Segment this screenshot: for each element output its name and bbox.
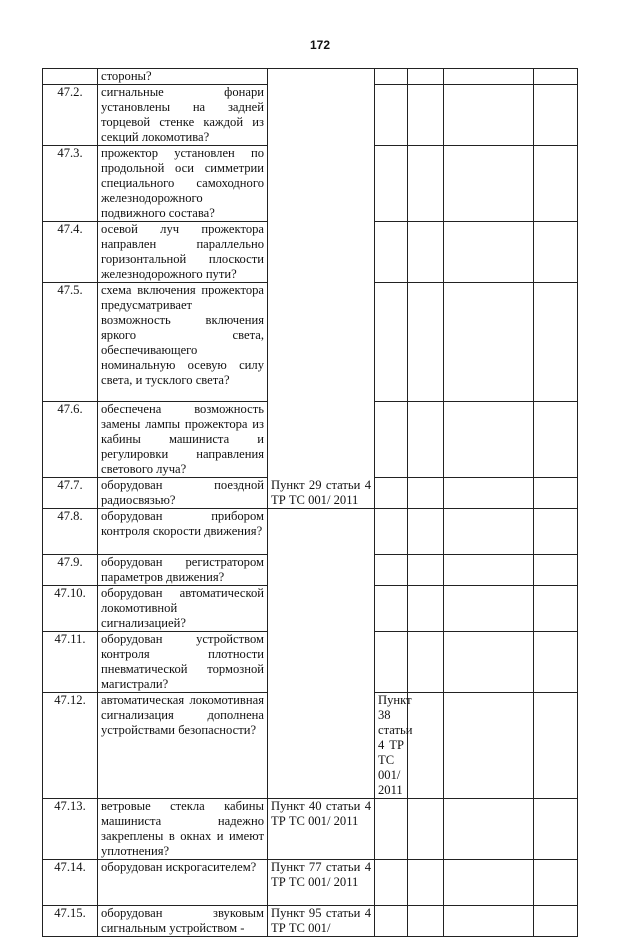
empty-cell (444, 402, 534, 478)
table-row (43, 509, 578, 555)
empty-cell (375, 146, 408, 222)
reference-cell: Пункт 77 статьи 4 ТР ТС 001/ 2011 (268, 860, 375, 906)
empty-cell (375, 860, 408, 906)
empty-cell (444, 693, 534, 799)
empty-cell (375, 586, 408, 632)
item-number: 47.15. (43, 906, 98, 937)
item-number: 47.4. (43, 222, 98, 283)
item-number: 47.6. (43, 402, 98, 478)
empty-cell (534, 509, 578, 555)
question-text: оборудован прибором контроля скорости движения? (98, 509, 268, 555)
item-number: 47.8. (43, 509, 98, 555)
empty-cell (408, 283, 444, 402)
item-number: 47.2. (43, 85, 98, 146)
empty-cell (408, 860, 444, 906)
empty-cell (534, 860, 578, 906)
page-number: 172 (309, 38, 331, 52)
empty-cell (408, 402, 444, 478)
item-number: 47.12. (43, 693, 98, 799)
empty-cell (408, 85, 444, 146)
empty-cell (408, 146, 444, 222)
table-row (43, 799, 578, 860)
item-number: 47.13. (43, 799, 98, 860)
table-row (43, 860, 578, 906)
item-number: 47.7. (43, 478, 98, 509)
empty-cell (408, 555, 444, 586)
question-text: автоматическая локомотивная сигнализация дополнена устройствами безопасности? (98, 693, 268, 799)
question-text: прожектор установлен по продольной оси симметрии специального самоходного железнодорожного подвижного состава? (98, 146, 268, 222)
item-number: 47.10. (43, 586, 98, 632)
question-text: оборудован автоматической локомотивной сигнализацией? (98, 586, 268, 632)
question-text: оборудован регистратором параметров движения? (98, 555, 268, 586)
empty-cell (375, 69, 408, 85)
empty-cell (375, 85, 408, 146)
empty-cell (375, 402, 408, 478)
table-row (43, 69, 578, 85)
empty-cell (534, 555, 578, 586)
empty-cell (408, 586, 444, 632)
empty-cell (534, 69, 578, 85)
empty-cell (534, 222, 578, 283)
question-text: обеспечена возможность замены лампы прожектора из кабины машиниста и регулировки направления светового луча? (98, 402, 268, 478)
question-text: стороны? (98, 69, 268, 85)
table-row (43, 906, 578, 937)
empty-cell (375, 222, 408, 283)
empty-cell (444, 860, 534, 906)
empty-cell (534, 402, 578, 478)
empty-cell (375, 509, 408, 555)
reference-cell (268, 478, 375, 799)
empty-cell (408, 69, 444, 85)
empty-cell (534, 586, 578, 632)
empty-cell (375, 555, 408, 586)
reference-cell: Пункт 95 статьи 4 ТР ТС 001/ (268, 906, 375, 937)
item-number: 47.5. (43, 283, 98, 402)
item-number: 47.3. (43, 146, 98, 222)
empty-cell (444, 85, 534, 146)
empty-cell (408, 222, 444, 283)
empty-cell (375, 478, 408, 509)
empty-cell (534, 146, 578, 222)
empty-cell (375, 906, 408, 937)
empty-cell (444, 69, 534, 85)
question-text: схема включения прожектора предусматривает возможность включения яркого света, обеспечивающего номинальную осевую силу света, и тусклого света? (98, 283, 268, 402)
empty-cell (444, 799, 534, 860)
empty-cell (534, 799, 578, 860)
empty-cell (444, 146, 534, 222)
checklist-table (42, 68, 578, 937)
empty-cell (534, 478, 578, 509)
empty-cell (444, 509, 534, 555)
reference-text: Пункт 29 статьи 4 ТР ТС 001/ 2011 (271, 478, 371, 507)
empty-cell (444, 586, 534, 632)
item-number: 47.14. (43, 860, 98, 906)
empty-cell (534, 85, 578, 146)
empty-cell (408, 693, 444, 799)
empty-cell (408, 478, 444, 509)
empty-cell (375, 632, 408, 693)
reference-cell: Пункт 40 статьи 4 ТР ТС 001/ 2011 (268, 799, 375, 860)
empty-cell (444, 555, 534, 586)
empty-cell (408, 906, 444, 937)
empty-cell (408, 509, 444, 555)
reference-cell: Пункт 38 статьи 4 ТР ТС 001/ 2011 (375, 693, 408, 799)
empty-cell (534, 283, 578, 402)
question-text: оборудован устройством контроля плотности пневматической тормозной магистрали? (98, 632, 268, 693)
question-text: оборудован поездной радиосвязью? (98, 478, 268, 509)
empty-cell (444, 632, 534, 693)
empty-cell (375, 799, 408, 860)
empty-cell (444, 906, 534, 937)
empty-cell (375, 283, 408, 402)
item-number (43, 69, 98, 85)
question-text: оборудован звуковым сигнальным устройством - (98, 906, 268, 937)
question-text: сигнальные фонари установлены на задней торцевой стенке каждой из секций локомотива? (98, 85, 268, 146)
question-text: ветровые стекла кабины машиниста надежно закреплены в окнах и имеют уплотнения? (98, 799, 268, 860)
empty-cell (408, 632, 444, 693)
item-number: 47.11. (43, 632, 98, 693)
reference-cell (268, 69, 375, 509)
question-text: оборудован искрогасителем? (98, 860, 268, 906)
empty-cell (444, 283, 534, 402)
item-number: 47.9. (43, 555, 98, 586)
empty-cell (408, 799, 444, 860)
empty-cell (534, 632, 578, 693)
empty-cell (444, 478, 534, 509)
empty-cell (534, 693, 578, 799)
question-text: осевой луч прожектора направлен параллельно горизонтальной плоскости железнодорожного пути? (98, 222, 268, 283)
empty-cell (444, 222, 534, 283)
empty-cell (534, 906, 578, 937)
